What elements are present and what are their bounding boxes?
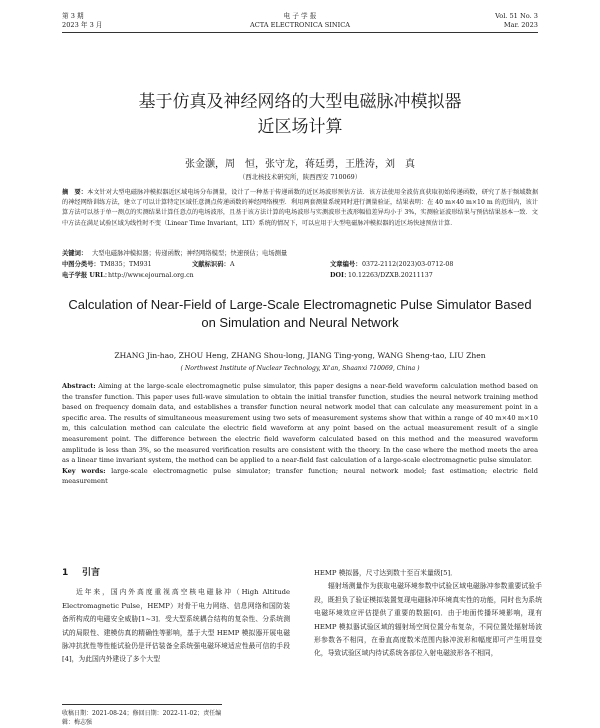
section-number: 1: [62, 568, 69, 578]
doi-link[interactable]: 10.12263/DZXB.20211137: [348, 272, 433, 279]
body-column-right: [314, 567, 542, 661]
chinese-abstract: [62, 188, 538, 229]
section-title: 引言: [82, 568, 101, 578]
header-rule: [62, 32, 538, 33]
chinese-title-line-2: 近区场计算: [257, 117, 343, 137]
section-heading: [62, 567, 290, 580]
header-date-en: Mar. 2023: [503, 21, 538, 29]
doi-label: DOI：: [330, 272, 351, 279]
english-authors: ZHANG Jin-hao, ZHOU Heng, ZHANG Shou-long, JIANG Ting-yong, WANG Sheng-tao, LIU Zhen: [114, 351, 486, 360]
intro-paragraph-2: 辐射场测量作为获取电磁环境参数中试验区域电磁脉冲参数重要试验手段，既担负了验证模拟装置复现电磁脉冲环境真实性的功能，同时也为系统电磁环境效应评估提供了重要的数据[6]．由于地面传播环境影响，现有 HEMP 模拟器试验区域的辐射场空间位置分布复杂，不同位置处辐射场波形参数各不相同，在垂直高度数米范围内脉冲波形和幅度即可产生明显变化，导致试验区域内待试系统各部位入射电磁波形各不相同，: [314, 582, 542, 658]
chinese-authors: 张金灏，周 恒，张守龙，蒋廷勇，王胜涛，刘 真: [185, 159, 415, 170]
article-number-value: 0372-2112(2023)03-0712-08: [362, 261, 454, 268]
header-date-cn: 2023 年 3 月: [62, 21, 103, 29]
received-date-footnote: 收稿日期：2021-08-24；修回日期：2022-11-02；责任编辑：梅志强: [62, 704, 222, 726]
intro-paragraph-1-continued: HEMP 模拟器，尺寸达到数十至百米量级[5]．: [314, 569, 457, 577]
header-journal-cn: 电 子 学 报: [283, 12, 317, 20]
clc-value: TM835；TM931: [100, 261, 152, 268]
keywords-label-cn: 关键词：: [62, 250, 88, 257]
chinese-title-line-1: 基于仿真及神经网络的大型电磁脉冲模拟器: [138, 92, 462, 112]
english-abstract-label: Abstract:: [62, 382, 96, 390]
english-abstract-text: Aiming at the large-scale electromagnetic pulse simulator, this paper designs a near-field waveform calculation method based on the transfer function. This paper uses full-wave simulation to obtain the initial transfer function, studies the neural network training method based on frequency domain data, and establishes a transfer function neural network model that can calculate any measurement point in a specific area. The results of simultaneous measurement using two sets of measurement systems show that within a range of 40 m×40 m×10 m, this calculation method can calculate the electric field waveform at any point based on the actual measurement result of a single measurement point. The difference between the electric field waveform calculated based on this method and the measured waveform amplitude is less than 3%, so the measured verification results are consistent with the theory. In the case where the method meets the area as a linear time invariant system, the method can be applied to a near-field fast calculation of a large-scale electromagnetic pulse simulator.: [62, 382, 538, 465]
chinese-title: [0, 90, 600, 140]
english-affiliation: ( Northwest Institute of Nuclear Technology, Xi'an, Shaanxi 710069, China ): [180, 365, 420, 372]
doc-code-label: 文献标识码：: [192, 261, 230, 268]
header-center: [62, 12, 538, 30]
journal-url-link[interactable]: http://www.ejournal.org.cn: [108, 272, 194, 279]
header-volume: Vol. 51 No. 3: [495, 12, 538, 20]
header-issue: 第 3 期: [62, 12, 84, 20]
doc-code-value: A: [230, 261, 235, 268]
english-keywords-label: Key words:: [62, 466, 106, 475]
english-title: Calculation of Near-Field of Large-Scale Electromagnetic Pulse Simulator Based on Simulation and Neural Network: [68, 297, 532, 330]
keywords-text-cn: 大型电磁脉冲模拟器；传递函数；神经网络模型；快速预估；电场测量: [92, 250, 288, 257]
running-header: [62, 10, 538, 40]
header-journal-en: ACTA ELECTRONICA SINICA: [249, 21, 351, 29]
intro-paragraph-1: 近年来，国内外高度重视高空核电磁脉冲（High Altitude Electromagnetic Pulse，HEMP）对骨干电力网络、信息网络和国防装备所构成的电磁安全威胁[1~3]．受大型系统耦合结构的复杂性、分系统测试的局限性、建模仿真的精确性等影响，基于大型 HEMP 模拟器开展电磁脉冲抗扰性等性能试验仍是评估装备全系统强电磁环境适应性最可信的手段[4]，为此国内外建设了多个大型: [62, 588, 290, 664]
header-right: [495, 12, 538, 30]
english-keywords: [62, 466, 538, 487]
url-label: 电子学报 URL：: [62, 272, 111, 279]
clc-label: 中图分类号：: [62, 261, 100, 268]
english-abstract: [62, 381, 538, 487]
chinese-affiliation: （西北核技术研究所，陕西西安 710069）: [238, 173, 362, 181]
body-column-left: [62, 567, 290, 667]
english-keywords-text: large-scale electromagnetic pulse simulator; transfer function; neural network model; fast estimation; electric field measurement: [62, 466, 538, 486]
english-abstract-body: [62, 381, 538, 466]
chinese-abstract-text: 本文针对大型电磁脉冲模拟器近区域电场分布测量，设计了一种基于传递函数的近区场波形预估方法．该方法使用全波仿真获取初始传递函数，研究了基于频域数据的神经网络训练方法，建立了可以计算特定区域任意测点传递函数的神经网络模型．利用两套测量系统同时进行测量验证，结果表明：在 40 m×40 m×10 m 的范围内，该计算方法可以基于单一测点的实测结果计算任意点的电场波形，且基于该方法计算的电场波形与实测波形主波形幅值差异均小于 3%，实测验证波形结果与预估结果基本一致．文中方法在满足试验区域为线性时不变（Linear Time Invariant，LTI）系统的情况下，可以应用于大型电磁脉冲模拟器的近区场快速预估计算．: [62, 189, 539, 227]
article-number-label: 文章编号：: [330, 261, 362, 268]
chinese-abstract-label: 摘 要：: [62, 189, 88, 196]
